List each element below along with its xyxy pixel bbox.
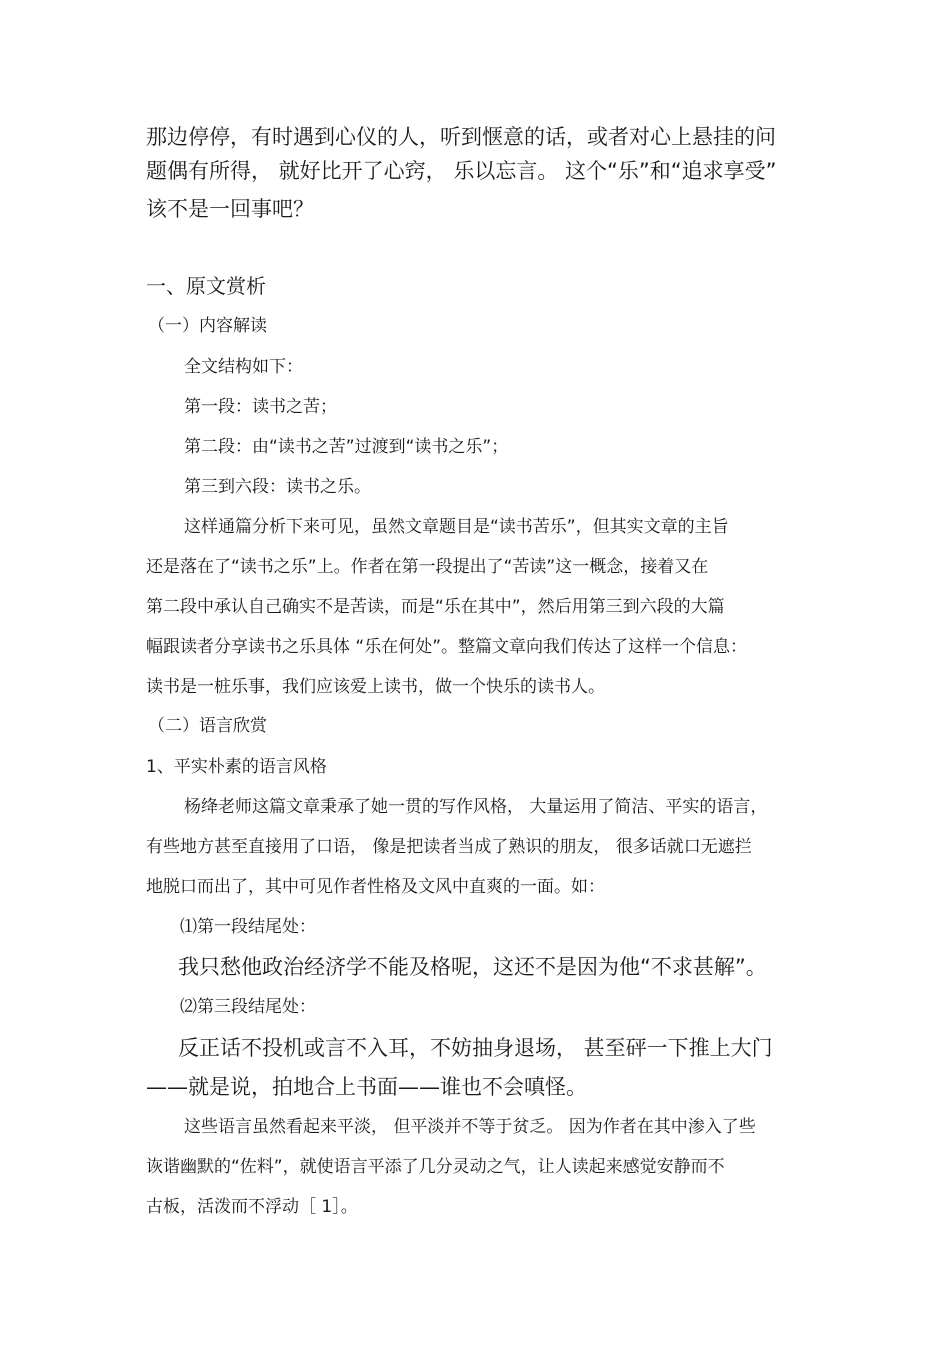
style-line: 杨绛老师这篇文章秉承了她一贯的写作风格， 大量运用了简洁、平实的语言， [184, 797, 768, 817]
analysis-line: 第二段中承认自己确实不是苦读，而是“乐在其中”，然后用第三到六段的大篇 [146, 597, 725, 617]
analysis-line: 这样通篇分析下来可见，虽然文章题目是“读书苦乐”，但其实文章的主旨 [184, 517, 729, 537]
subsection-heading: （一）内容解读 [148, 316, 267, 336]
structure-line: 全文结构如下： [184, 357, 303, 377]
example-quote: 我只愁他政治经济学不能及格呢，这还不是因为他“不求甚解”。 [178, 955, 767, 979]
style-line: 有些地方甚至直接用了口语， 像是把读者当成了熟识的朋友， 很多话就口无遮拦 [146, 837, 752, 857]
point-heading: 1、平实朴素的语言风格 [146, 757, 327, 777]
structure-line: 第三到六段：读书之乐。 [184, 477, 371, 497]
structure-line: 第二段：由“读书之苦”过渡到“读书之乐”； [184, 437, 509, 457]
intro-line: 那边停停，有时遇到心仪的人，听到惬意的话，或者对心上悬挂的问 [146, 125, 776, 149]
analysis-line: 读书是一桩乐事，我们应该爱上读书，做一个快乐的读书人。 [146, 677, 605, 697]
subsection-heading: （二）语言欣赏 [148, 716, 267, 736]
example-label: ⑴第一段结尾处： [180, 917, 316, 937]
structure-line: 第一段：读书之苦； [184, 397, 337, 417]
style-line: 地脱口而出了，其中可见作者性格及文风中直爽的一面。如： [146, 877, 605, 897]
intro-line: 题偶有所得， 就好比开了心窍， 乐以忘言。 这个“乐”和“追求享受” [146, 159, 777, 183]
example-quote: ——就是说，拍地合上书面——谁也不会嗔怪。 [146, 1075, 587, 1099]
example-quote: 反正话不投机或言不入耳，不妨抽身退场， 甚至砰一下推上大门 [178, 1036, 773, 1060]
section-heading: 一、原文赏析 [146, 274, 266, 298]
example-label: ⑵第三段结尾处： [180, 997, 316, 1017]
intro-line: 该不是一回事吧？ [146, 197, 314, 221]
closing-line: 诙谐幽默的“佐料”，就使语言平添了几分灵动之气，让人读起来感觉安静而不 [146, 1157, 725, 1177]
closing-line: 这些语言虽然看起来平淡， 但平淡并不等于贫乏。 因为作者在其中渗入了些 [184, 1117, 756, 1137]
analysis-line: 还是落在了“读书之乐”上。作者在第一段提出了“苦读”这一概念，接着又在 [146, 557, 709, 577]
analysis-line: 幅跟读者分享读书之乐具体 “乐在何处”。整篇文章向我们传达了这样一个信息： [146, 637, 748, 657]
closing-line: 古板，活泼而不浮动［ 1］。 [146, 1197, 358, 1217]
